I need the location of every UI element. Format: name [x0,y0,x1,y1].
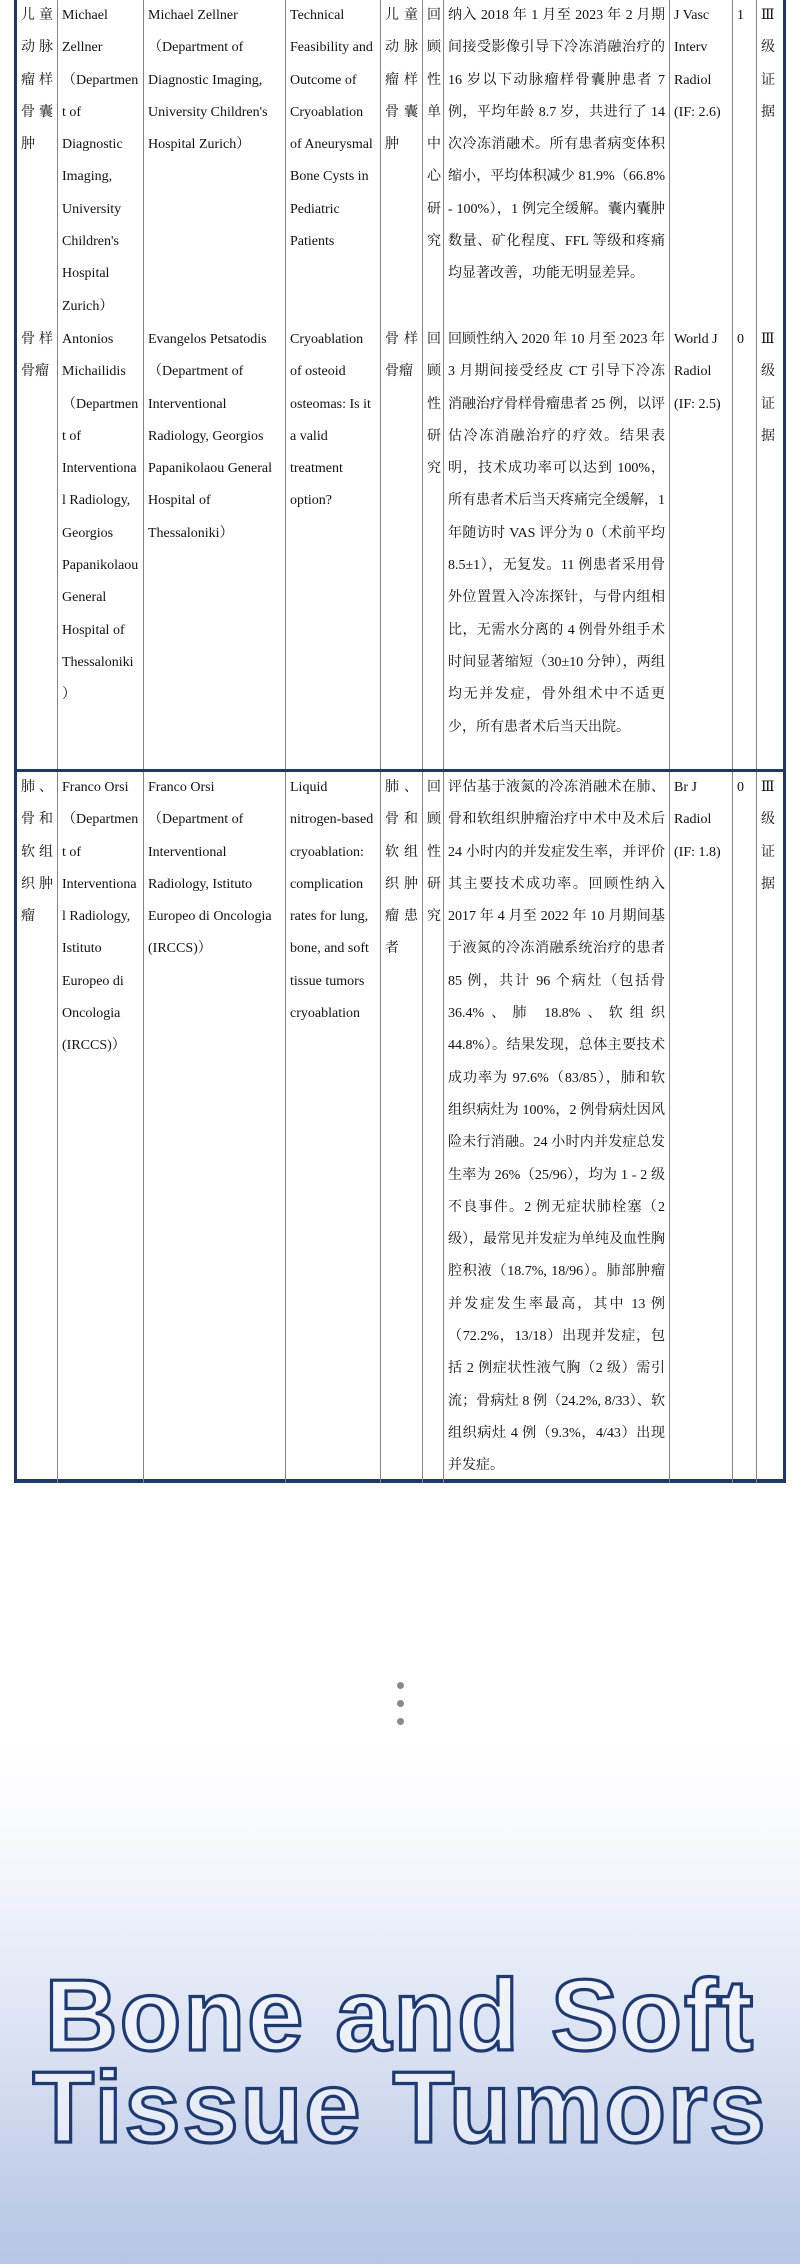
corresponding-author-text: Evangelos Petsatodis（Department of Interventional Radiology, Georgios Papanikolaou General Hospital of Thessaloniki） [148,332,273,541]
journal-text: World J Radiol (IF: 2.5) [674,332,721,412]
banner-title-line1: Bone and Soft [44,1960,756,2072]
table-row [17,772,783,1479]
study-type-text: 回顾性研究 [427,780,441,925]
article-title: Technical Feasibility and Outcome of Cryoablation of Aneurysmal Bone Cysts in Pediatric Patients [290,8,373,250]
cell-evidence-level [757,0,783,769]
cell-first-author [58,772,144,1483]
table-row [17,0,783,772]
cell-journal [670,772,733,1483]
article-title: Cryoablation of osteoid osteomas: Is it a valid treatment option? [290,332,371,509]
cell-journal [670,0,733,769]
dot-icon [397,1700,404,1707]
first-author-text: Michael Zellner（Department of Diagnostic Imaging, University Children's Hospital Zurich） [62,8,139,314]
first-author-text: Franco Orsi（Department of Interventional Radiology, Istituto Europeo di Oncologia (IRCCS)） [62,780,139,1054]
study-type-text: 回顾性单中心研究 [427,8,441,250]
patient-group-text: 骨样骨瘤 [385,332,418,380]
corresponding-author-text: Franco Orsi（Department of Interventional Radiology, Istituto Europeo di Oncologia (IRCCS)） [148,780,272,957]
evidence-level-text: Ⅲ级证据 [761,780,775,892]
cell-summary [444,0,670,769]
patient-group-text: 肺、骨和软组织肿瘤患者 [385,780,418,957]
cell-corresponding-author [144,0,286,769]
evidence-level-text: Ⅲ级证据 [761,332,775,444]
cell-patient-group [381,772,423,1483]
literature-review-table [14,0,786,1483]
disease-text: 骨样骨瘤 [21,332,53,380]
summary-text: 纳入 2018 年 1 月至 2023 年 2 月期间接受影像引导下冷冻消融治疗的 16 岁以下动脉瘤样骨囊肿患者 7 例，平均年龄 8.7 岁，共进行了 14 次冷冻消融术。所有患者病变体积缩小，平均体积减少 81.9%（66.8% - 100%），1 例完全缓解。囊内囊肿数量、矿化程度、FFL 等级和疼痛均显著改善，功能无明显差异。 [448,8,665,282]
disease-text: 儿童动脉瘤样骨囊肿 [21,8,53,153]
disease-text: 肺、骨和软组织肿瘤 [21,780,53,925]
count-text: 1 [737,8,744,23]
corresponding-author-text: Michael Zellner（Department of Diagnostic Imaging, University Children's Hospital Zurich） [148,8,268,153]
cell-title [286,0,381,769]
cell-study-type [423,0,444,769]
count-text: 0 [737,780,744,795]
cell-study-type [423,772,444,1483]
dot-icon [397,1718,404,1725]
patient-group-text: 儿童动脉瘤样骨囊肿 [385,8,418,153]
journal-text: Br J Radiol (IF: 1.8) [674,780,721,860]
cell-patient-group [381,0,423,769]
first-author-text: Antonios Michailidis（Department of Interventional Radiology, Georgios Papanikolaou General Hospital of Thessaloniki） [62,332,139,703]
section-banner [0,1740,800,2264]
summary-text: 评估基于液氮的冷冻消融术在肺、骨和软组织肿瘤治疗中术中及术后 24 小时内的并发症发生率，并评价其主要技术成功率。回顾性纳入 2017 年 4 月至 2022 年 10 月期间基于液氮的冷冻消融系统治疗的患者 85 例，共计 96 个病灶（包括骨 36.4%、肺 18.8%、软组织 44.8%）。结果发现，总体主要技术成功率为 97.6%（83/85），肺和软组织病灶为 100%，2 例骨病灶因风险未行消融。24 小时内并发症总发生率为 26%（25/96），均为 1 - 2 级不良事件。2 例无症状肺栓塞（2 级），最常见并发症为单纯及血性胸腔积液（18.7%, 18/96）。肺部肿瘤并发症发生率最高，其中 13 例（72.2%，13/18）出现并发症，包括 2 例症状性液气胸（2 级）需引流；骨病灶 8 例（24.2%, 8/33）、软组织病灶 4 例（9.3%，4/43）出现并发症。 [448,780,665,1474]
cell-title [286,772,381,1483]
dot-icon [397,1682,404,1689]
cell-count [733,0,757,769]
cell-disease [17,0,58,769]
cell-evidence-level [757,772,783,1483]
cell-corresponding-author [144,772,286,1483]
study-type-text: 回顾性研究 [427,332,441,477]
journal-text: J Vasc Interv Radiol (IF: 2.6) [674,8,721,120]
cell-first-author [58,0,144,769]
article-title: Liquid nitrogen-based cryoablation: complication rates for lung, bone, and soft tissue tumors cryoablation [290,780,374,1022]
cell-count [733,772,757,1483]
count-text: 0 [737,332,744,347]
cell-summary [444,772,670,1483]
evidence-level-text: Ⅲ级证据 [761,8,775,120]
summary-text: 回顾性纳入 2020 年 10 月至 2023 年 3 月期间接受经皮 CT 引导下冷冻消融治疗骨样骨瘤患者 25 例，以评估冷冻消融治疗的疗效。结果表明，技术成功率可以达到 100%，所有患者术后当天疼痛完全缓解，1 年随访时 VAS 评分为 0（术前平均 8.5±1），无复发。11 例患者采用骨外位置置入冷冻探针，与骨内组相比，无需水分离的 4 例骨外组手术时间显著缩短（30±10 分钟），两组均无并发症，骨外组术中不适更少，所有患者术后当天出院。 [448,332,665,735]
ellipsis-separator [0,1676,800,1730]
cell-disease [17,772,58,1483]
banner-title-line2: Tissue Tumors [32,2052,768,2164]
